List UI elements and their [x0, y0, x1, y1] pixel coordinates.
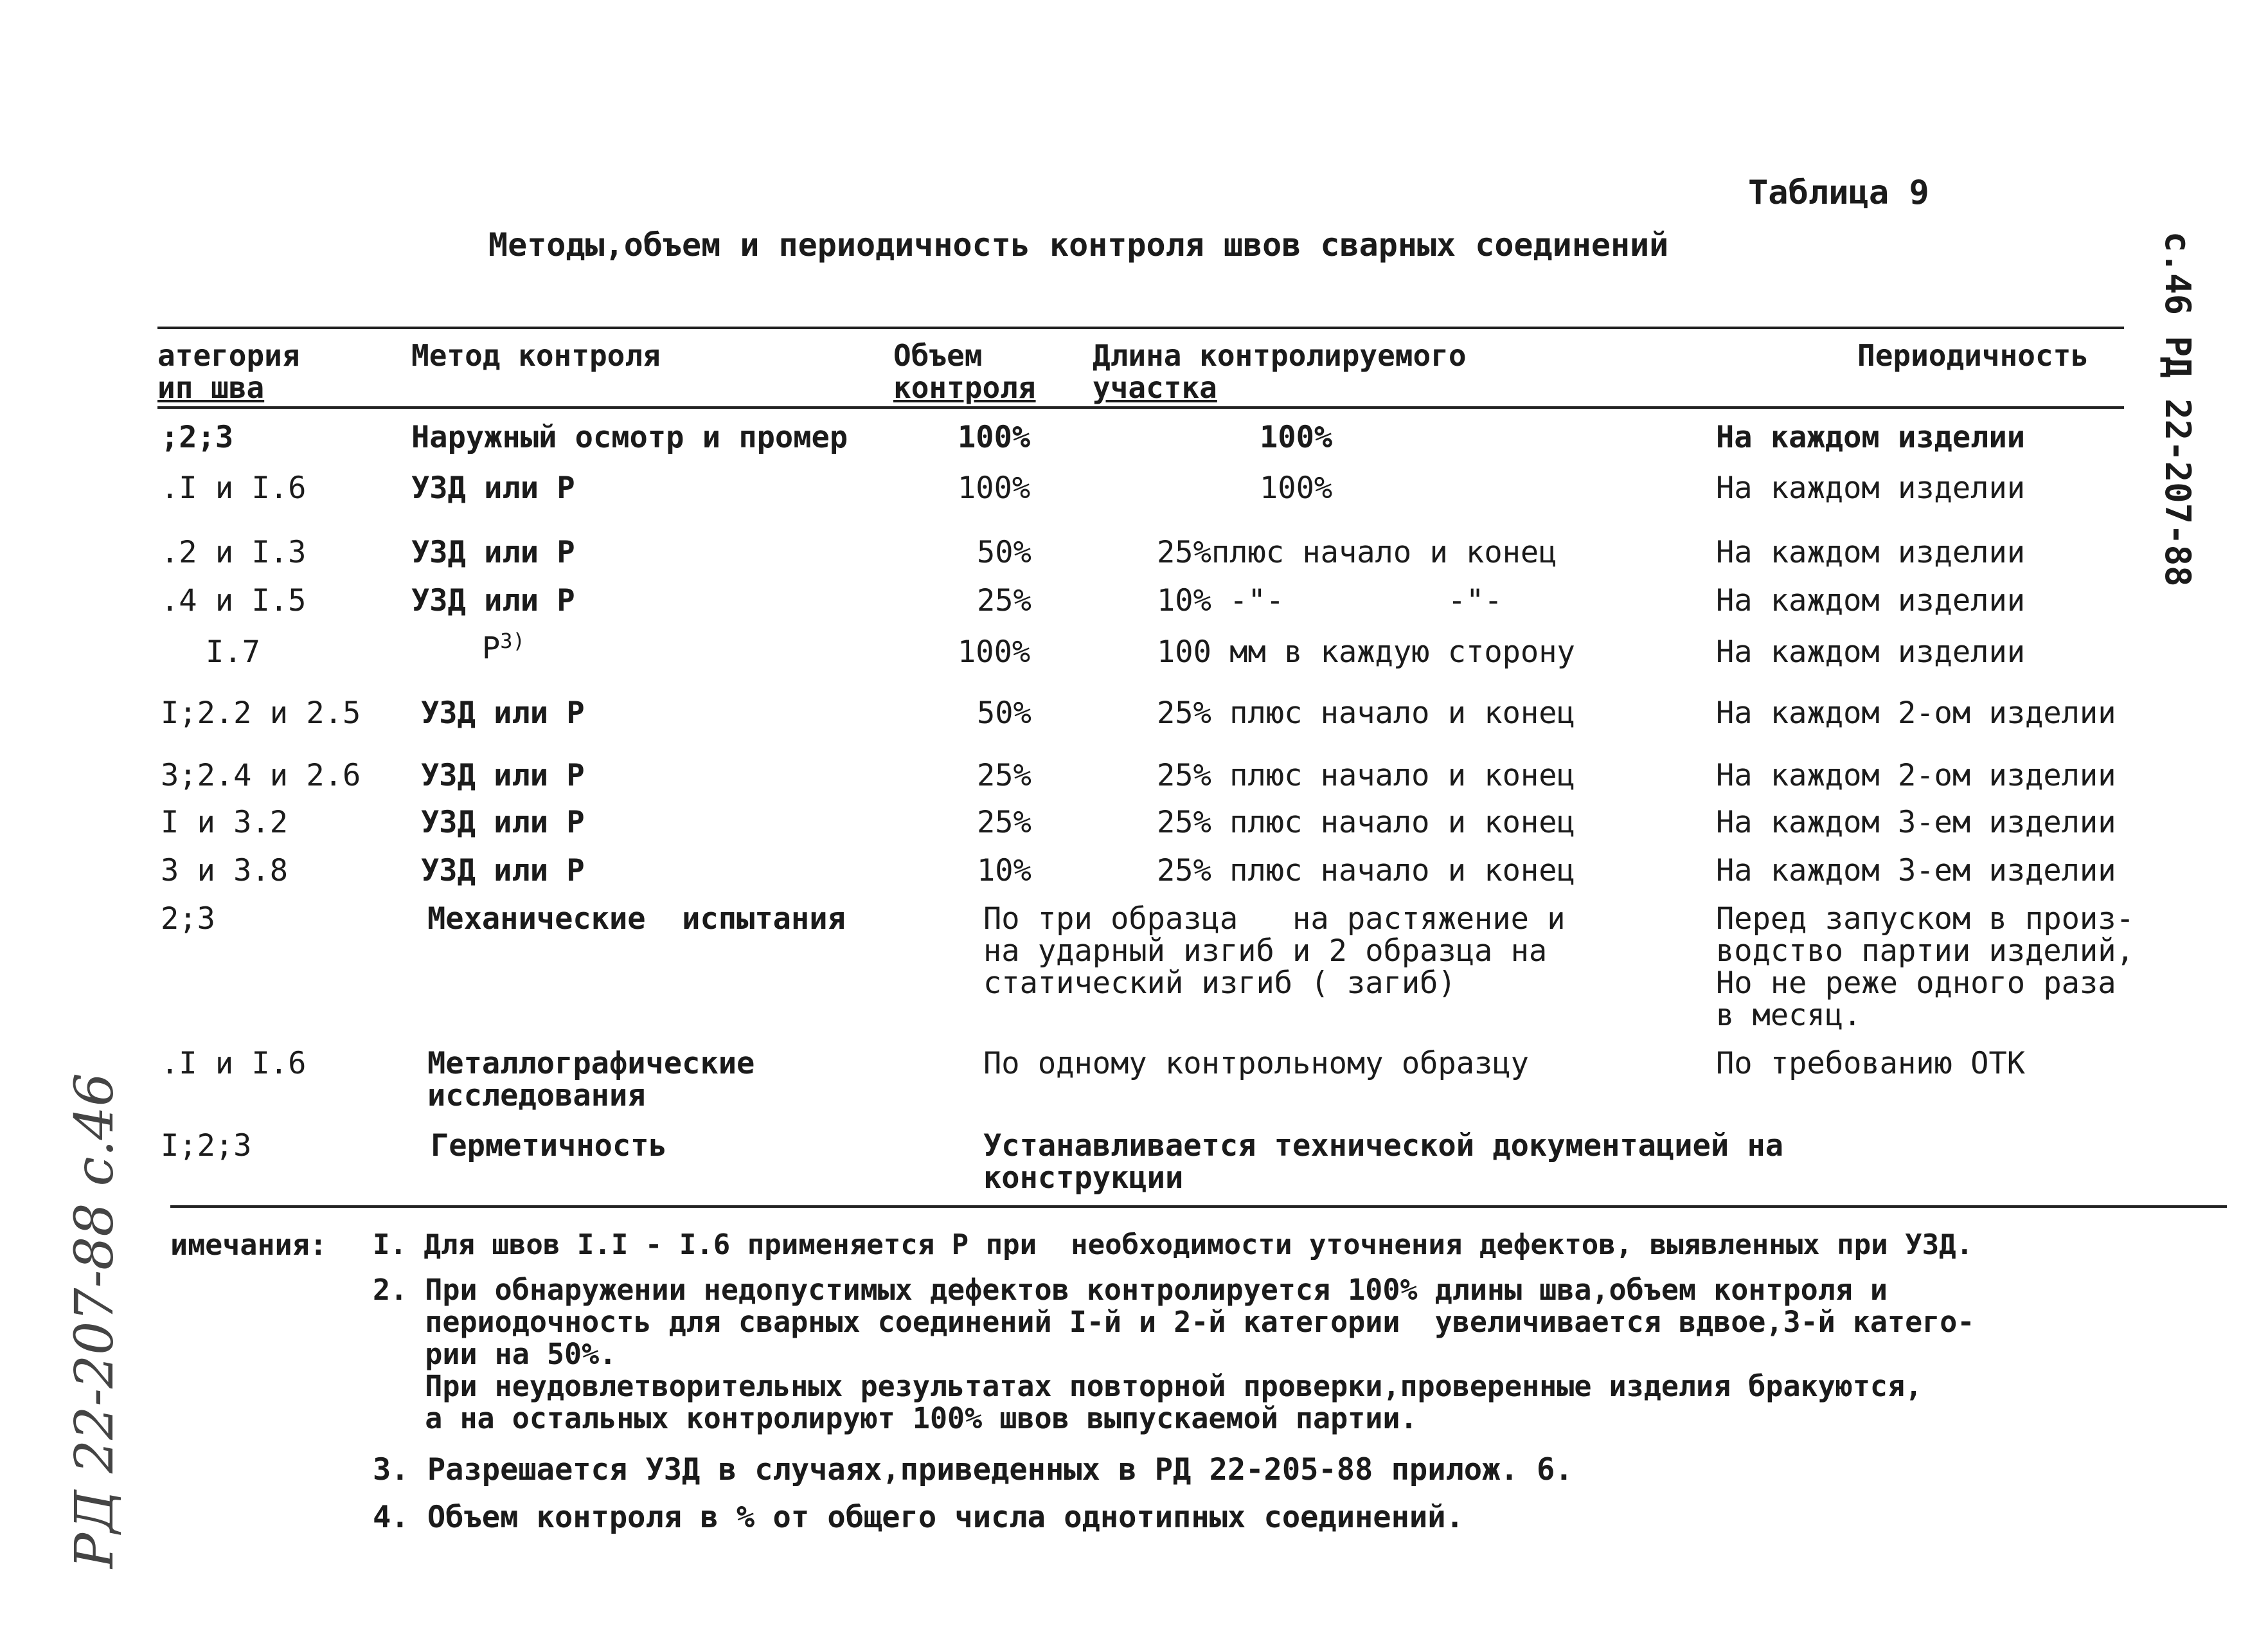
cell-volume: 50%	[977, 535, 1031, 570]
cell-periodicity: На каждом изделии	[1716, 583, 2026, 618]
cell-volume: 25%	[977, 758, 1031, 793]
cell-method: УЗД или Р	[411, 583, 575, 618]
cell-method: Герметичность	[431, 1128, 667, 1163]
cell-category: 3;2.4 и 2.6	[161, 758, 361, 793]
cell-length: 100 мм в каждую сторону	[1157, 634, 1575, 670]
cell-method: УЗД или Р	[421, 853, 585, 888]
cell-method: УЗД или Р	[421, 805, 585, 840]
cell-periodicity: На каждом изделии	[1716, 471, 2026, 506]
cell-method: УЗД или Р	[411, 535, 575, 570]
cell-method: Металлографические исследования	[427, 1046, 755, 1113]
cell-method: УЗД или Р	[411, 471, 575, 506]
header-category: атегория ип шва	[157, 338, 300, 405]
cell-length: 100%	[1260, 471, 1333, 506]
cell-length: 100%	[1260, 420, 1333, 455]
cell-method: УЗД или Р	[421, 696, 585, 731]
cell-length: 25%плюс начало и конец	[1157, 535, 1557, 570]
note-3: 3. Разрешается УЗД в случаях,приведенных в РД 22-205-88 прилож. 6.	[373, 1452, 1573, 1487]
side-document-code: с.46 РД 22-207-88	[2157, 231, 2198, 587]
cell-periodicity: На каждом 2-ом изделии	[1716, 758, 2116, 793]
note-4: 4. Объем контроля в % от общего числа однотипных соединений.	[373, 1500, 1464, 1535]
cell-length: 25% плюс начало и конец	[1157, 805, 1575, 840]
cell-volume-length: Устанавливается технической документацией на конструкции	[983, 1128, 1784, 1196]
cell-periodicity: На каждом 2-ом изделии	[1716, 696, 2116, 731]
note-2: 2. При обнаружении недопустимых дефектов контролируется 100% длины шва,объем контроля и периодочность для сварных соединений I-й и 2-й категории увеличивается вдвое,3-й катего- рии на 50%. При неудовлетворительных результатах повторной проверки,проверенные изделия бракуются, а на остальных контролируют 100% швов выпускаемой партии.	[373, 1273, 1975, 1435]
cell-volume: 25%	[977, 805, 1031, 840]
note-1: I. Для швов I.I - I.6 применяется Р при необходимости уточнения дефектов, выявленных при УЗД.	[373, 1228, 1974, 1261]
cell-category: 2;3	[161, 901, 215, 937]
cell-volume: 50%	[977, 696, 1031, 731]
cell-volume: 10%	[977, 853, 1031, 888]
table-top-rule	[157, 327, 2124, 329]
table-bottom-rule	[170, 1205, 2227, 1208]
cell-category: .I и I.6	[161, 471, 307, 506]
cell-volume: 100%	[958, 420, 1031, 455]
cell-category: .2 и I.3	[161, 535, 307, 570]
header-volume: Объем контроля	[893, 338, 1036, 405]
cell-length: 25% плюс начало и конец	[1157, 853, 1575, 888]
page-title: Методы,объем и периодичность контроля швов сварных соединений	[488, 226, 1669, 264]
cell-method: УЗД или Р	[421, 758, 585, 793]
cell-category: I и 3.2	[161, 805, 289, 840]
cell-periodicity: На каждом изделии	[1716, 420, 2026, 455]
cell-category: 3 и 3.8	[161, 853, 289, 888]
cell-method: $Р^{3)}$	[482, 629, 525, 667]
cell-length: 10% -"- -"-	[1157, 583, 1503, 618]
cell-volume-length: По одному контрольному образцу	[983, 1046, 1529, 1081]
cell-method: Наружный осмотр и промер	[411, 420, 848, 455]
cell-length: 25% плюс начало и конец	[1157, 696, 1575, 731]
cell-category: I;2;3	[161, 1128, 252, 1163]
cell-volume-length: По три образца на растяжение и на ударный изгиб и 2 образца на статический изгиб ( загиб)	[983, 901, 1566, 1001]
cell-periodicity: По требованию ОТК	[1716, 1046, 2026, 1081]
header-length: Длина контролируемого участка	[1093, 338, 1467, 405]
header-periodicity: Периодичность	[1857, 338, 2089, 373]
table-label: Таблица 9	[1748, 174, 1929, 212]
cell-periodicity: На каждом 3-ем изделии	[1716, 853, 2116, 888]
header-method: Метод контроля	[411, 338, 661, 373]
cell-volume: 25%	[977, 583, 1031, 618]
cell-length: 25% плюс начало и конец	[1157, 758, 1575, 793]
cell-periodicity: На каждом 3-ем изделии	[1716, 805, 2116, 840]
cell-volume: 100%	[958, 471, 1031, 506]
cell-category: ;2;3	[161, 420, 234, 455]
cell-category: .4 и I.5	[161, 583, 307, 618]
cell-periodicity: На каждом изделии	[1716, 634, 2026, 670]
cell-volume: 100%	[958, 634, 1031, 670]
notes-label: имечания:	[170, 1228, 327, 1262]
cell-periodicity: Перед запуском в произ- водство партии изделий, Но не реже одного раза в месяц.	[1716, 901, 2134, 1033]
cell-method: Механические испытания	[427, 901, 846, 937]
cell-category: I;2.2 и 2.5	[161, 696, 361, 731]
cell-periodicity: На каждом изделии	[1716, 535, 2026, 570]
cell-category: I.7	[206, 634, 260, 670]
cell-category: .I и I.6	[161, 1046, 307, 1081]
header-bottom-rule	[157, 406, 2124, 409]
handwritten-document-code: РД 22-207-88 с.46	[64, 1073, 125, 1568]
